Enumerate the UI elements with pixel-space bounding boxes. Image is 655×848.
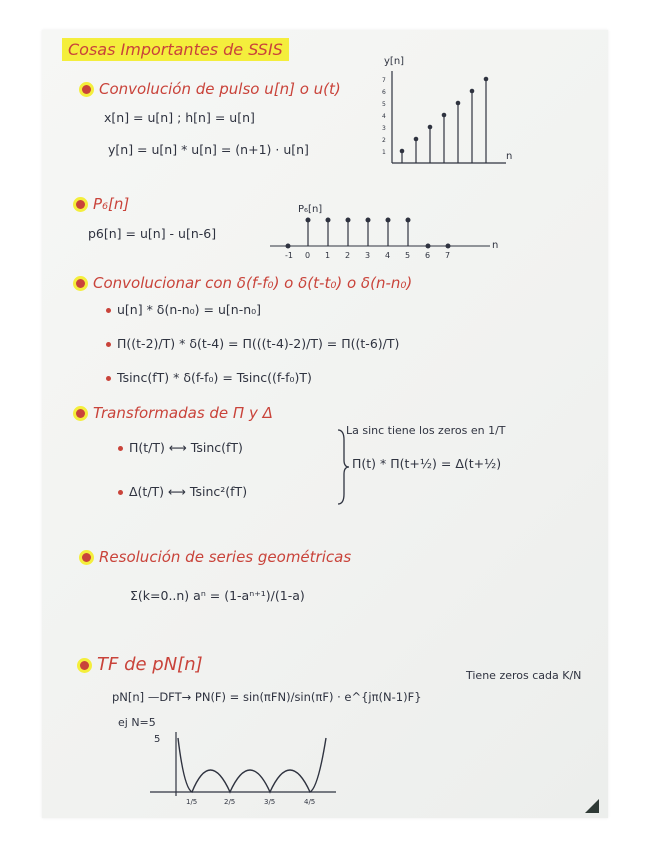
bullet-icon xyxy=(76,279,85,288)
x-tick-label: 6 xyxy=(425,251,431,260)
axis-label-n: n xyxy=(492,240,499,251)
x-tick-label: 1 xyxy=(325,251,331,260)
brace-icon xyxy=(336,428,350,506)
y-tick-label: 6 xyxy=(382,89,386,96)
y-tick-label: 2 xyxy=(382,137,386,144)
stem-point xyxy=(426,244,431,249)
y-tick-5: 5 xyxy=(154,734,161,745)
equation-x-h: x[n] = u[n] ; h[n] = u[n] xyxy=(104,110,255,125)
stem-point xyxy=(442,113,447,118)
bullet-icon xyxy=(80,661,89,670)
example-n-5: ej N=5 xyxy=(118,716,156,729)
bullet-icon xyxy=(118,490,123,495)
equation-rect-transform: Π(t/T) ⟷ Tsinc(fT) xyxy=(118,440,243,455)
stem-point xyxy=(484,77,489,82)
equation-delta-3: Tsinc(fT) * δ(f-f₀) = Tsinc((f-f₀)T) xyxy=(106,370,312,385)
bullet-icon xyxy=(106,308,111,313)
stem-point xyxy=(428,125,433,130)
section-heading-convolucion-pulso: Convolución de pulso u[n] o u(t) xyxy=(82,80,341,98)
plot-label-y-n: y[n] xyxy=(384,56,405,67)
dirichlet-curve xyxy=(178,738,326,792)
bullet-icon xyxy=(82,553,91,562)
x-tick-label: 2 xyxy=(345,251,351,260)
note-zeros-k-n: Tiene zeros cada K/N xyxy=(466,669,582,682)
y-tick-label: 4 xyxy=(382,113,386,120)
equation-delta-1: u[n] * δ(n-n₀) = u[n-n₀] xyxy=(106,302,261,317)
x-tick-label: 7 xyxy=(445,251,451,260)
y-tick-label: 7 xyxy=(382,77,386,84)
axis-label-n: n xyxy=(506,151,513,162)
equation-delta-2: Π((t-2)/T) * δ(t-4) = Π(((t-4)-2)/T) = Π((t-6)/T) xyxy=(106,336,399,351)
y-tick-label: 3 xyxy=(382,125,386,132)
equation-tri-transform: Δ(t/T) ⟷ Tsinc²(fT) xyxy=(118,484,247,499)
section-heading-series-geometricas: Resolución de series geométricas xyxy=(82,548,351,566)
equation-p6: p6[n] = u[n] - u[n-6] xyxy=(88,226,217,241)
stem-point xyxy=(446,244,451,249)
y-tick-label: 1 xyxy=(382,149,386,156)
equation-geometric-series: Σ(k=0..n) aⁿ = (1-aⁿ⁺¹)/(1-a) xyxy=(130,588,305,603)
section-heading-p6: P₆[n] xyxy=(76,195,129,213)
bullet-icon xyxy=(82,85,91,94)
equation-rect-conv: Π(t) * Π(t+½) = Δ(t+½) xyxy=(352,456,502,471)
section-heading-transformadas: Transformadas de Π y Δ xyxy=(76,404,273,422)
dirichlet-kernel-plot xyxy=(140,728,340,808)
stem-point xyxy=(414,137,419,142)
stem-point xyxy=(326,218,331,223)
x-tick-label: 5 xyxy=(405,251,411,260)
x-tick-label: 4 xyxy=(385,251,391,260)
equation-y-n: y[n] = u[n] * u[n] = (n+1) · u[n] xyxy=(108,142,309,157)
x-tick-label: 1/5 xyxy=(186,798,198,806)
x-tick-label: 0 xyxy=(305,251,311,260)
bullet-icon xyxy=(76,200,85,209)
page-title: Cosas Importantes de SSIS xyxy=(62,38,289,61)
plot-label-p6: P₆[n] xyxy=(298,204,323,215)
stem-point xyxy=(286,244,291,249)
x-tick-label: 2/5 xyxy=(224,798,236,806)
x-tick-label: -1 xyxy=(285,251,293,260)
stem-point xyxy=(456,101,461,106)
stem-point xyxy=(470,89,475,94)
x-tick-label: 4/5 xyxy=(304,798,316,806)
bullet-icon xyxy=(118,446,123,451)
stem-plot-y-n xyxy=(378,55,518,175)
y-tick-label: 5 xyxy=(382,101,386,108)
stem-point xyxy=(366,218,371,223)
bullet-icon xyxy=(76,409,85,418)
x-tick-label: 3 xyxy=(365,251,371,260)
stem-point xyxy=(406,218,411,223)
stem-point xyxy=(386,218,391,223)
bullet-icon xyxy=(106,342,111,347)
stem-point xyxy=(400,149,405,154)
stem-point xyxy=(306,218,311,223)
stem-plot-p6 xyxy=(266,200,506,268)
x-tick-label: 3/5 xyxy=(264,798,276,806)
page-corner-mark xyxy=(585,799,599,813)
section-heading-convolucionar-delta: Convolucionar con δ(f-f₀) o δ(t-t₀) o δ(n-n₀) xyxy=(76,274,412,292)
note-sinc-zeros: La sinc tiene los zeros en 1/T xyxy=(346,424,506,437)
stem-point xyxy=(346,218,351,223)
bullet-icon xyxy=(106,376,111,381)
section-heading-tf-pn: TF de pN[n] xyxy=(80,654,203,675)
equation-dft-pn: pN[n] —DFT→ PN(F) = sin(πFN)/sin(πF) · e^{jπ(N-1)F} xyxy=(112,690,422,704)
